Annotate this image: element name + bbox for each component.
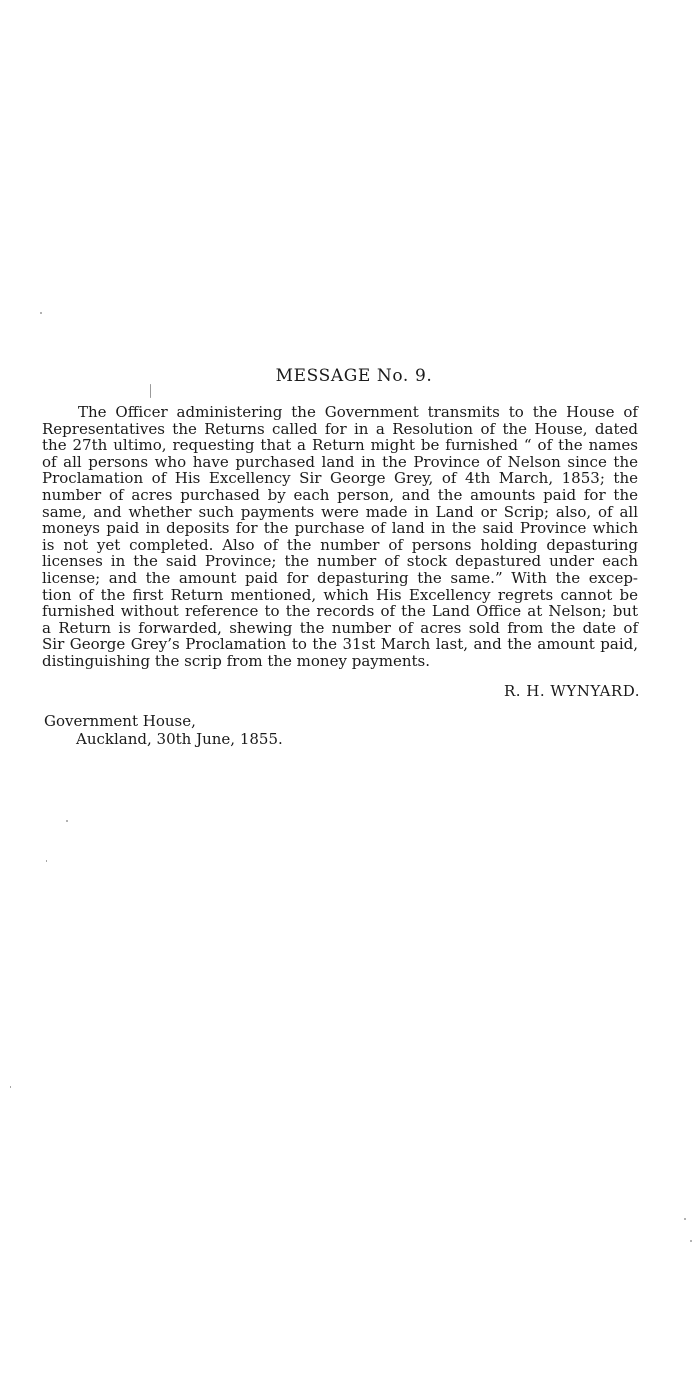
body-line: Representatives the Returns called for in a Resolution of the House, dated — [42, 419, 638, 438]
scan-speck — [40, 312, 42, 314]
closing-block — [44, 712, 283, 748]
body-line: The Officer administering the Government transmits to the House of — [78, 403, 638, 421]
body-line: the 27th ultimo, requesting that a Return might be furnished “ of the names — [42, 436, 638, 455]
message-body — [42, 404, 638, 670]
scan-speck — [46, 860, 47, 862]
body-line: is not yet completed. Also of the number of persons holding depasturing — [42, 535, 638, 554]
message-title: MESSAGE No. 9. — [275, 366, 433, 386]
body-line: licenses in the said Province; the number of stock depastured under each — [42, 552, 638, 571]
scan-speck — [150, 384, 151, 398]
scan-speck — [684, 1218, 686, 1220]
closing-date: Auckland, 30th June, 1855. — [76, 730, 283, 748]
scan-speck — [10, 1086, 11, 1088]
body-line: of all persons who have purchased land in the Province of Nelson since the — [42, 452, 638, 471]
body-line: moneys paid in deposits for the purchase of land in the said Province which — [42, 519, 638, 538]
scan-speck — [690, 1240, 692, 1242]
body-line: distinguishing the scrip from the money payments. — [42, 651, 430, 670]
body-line: Sir George Grey’s Proclamation to the 31st March last, and the amount paid, — [42, 635, 638, 654]
body-line: furnished without reference to the records of the Land Office at Nelson; but — [42, 602, 638, 621]
body-line: license; and the amount paid for depasturing the same.” With the excep- — [42, 568, 638, 587]
body-line: number of acres purchased by each person, and the amounts paid for the — [42, 485, 638, 504]
body-line: same, and whether such payments were made in Land or Scrip; also, of all — [42, 502, 638, 521]
scan-speck — [66, 820, 68, 822]
body-line: tion of the first Return mentioned, which His Excellency regrets cannot be — [42, 585, 638, 604]
closing-place: Government House, — [44, 712, 196, 730]
body-line: a Return is forwarded, shewing the number of acres sold from the date of — [42, 618, 638, 637]
signature: R. H. WYNYARD. — [503, 682, 640, 700]
body-line: Proclamation of His Excellency Sir George Grey, of 4th March, 1853; the — [42, 469, 638, 488]
